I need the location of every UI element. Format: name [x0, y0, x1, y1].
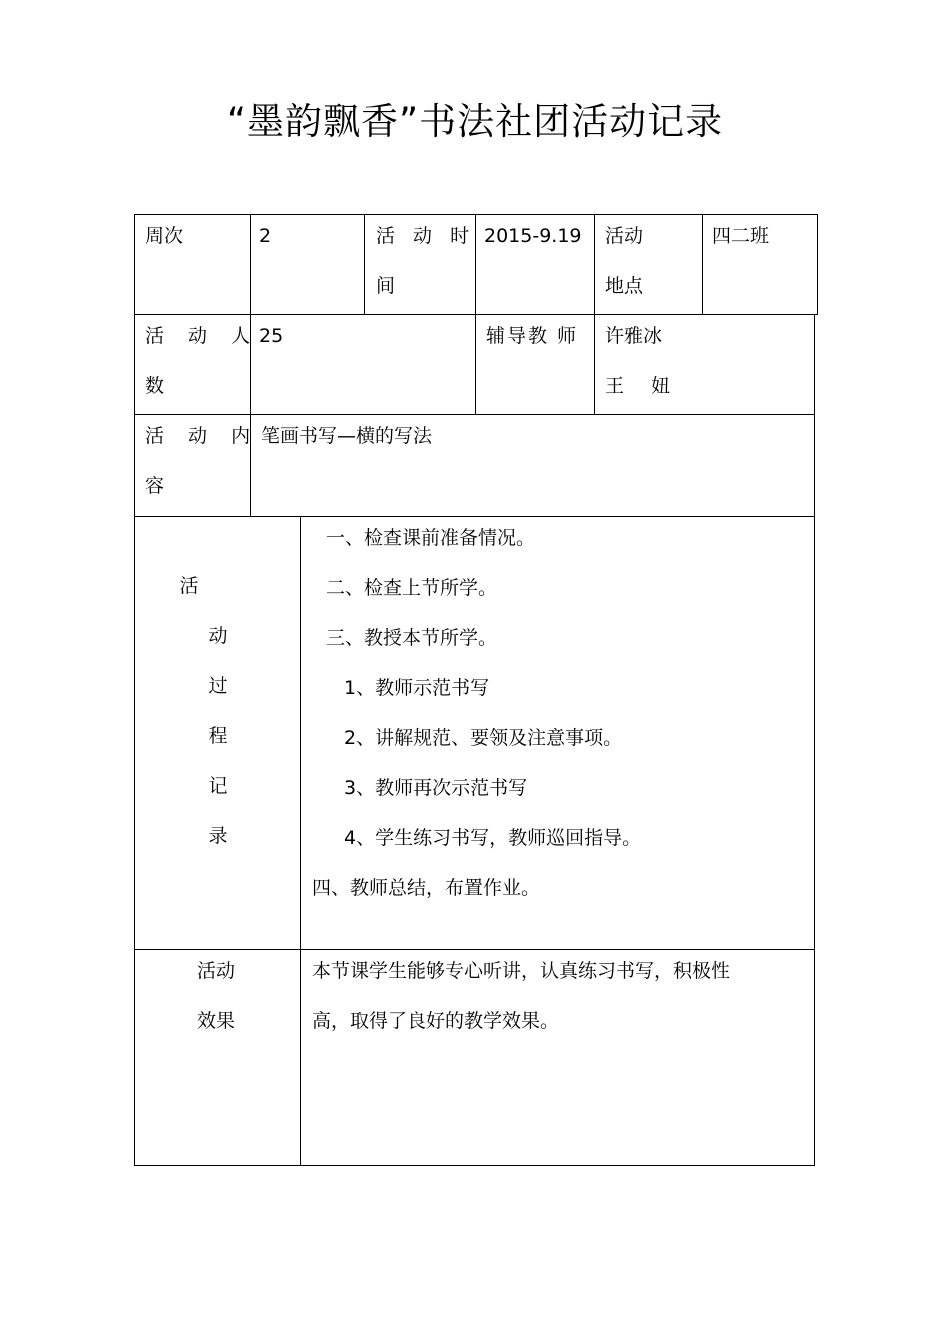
place-label-line2: 地点: [605, 275, 644, 297]
week-value: 2: [259, 225, 272, 247]
count-label-line2: 数: [145, 375, 165, 397]
content-value: 笔画书写—横的写法: [261, 425, 433, 447]
table-border-right: [817, 214, 818, 314]
process-line: 四、教师总结，布置作业。: [312, 877, 541, 899]
teacher-name: 王 妞: [605, 375, 676, 397]
table-border-right: [814, 314, 815, 1166]
table-col-rule: [300, 516, 301, 1166]
page-title: “墨韵飘香”书法社团活动记录: [226, 100, 724, 143]
effect-text: 高，取得了良好的教学效果。: [312, 1010, 560, 1032]
process-line: 1、教师示范书写: [344, 677, 490, 699]
week-label: 周次: [145, 225, 184, 247]
process-line: 一、检查课前准备情况。: [326, 527, 536, 549]
process-label-char: 录: [208, 825, 228, 847]
time-label-line1: 活 动 时: [376, 225, 476, 247]
process-label-char: 过: [208, 675, 228, 697]
process-line: 3、教师再次示范书写: [344, 777, 528, 799]
table-border-left: [134, 214, 135, 1166]
process-label-char: 程: [208, 725, 228, 747]
effect-label-line2: 效果: [197, 1010, 236, 1032]
table-col-rule: [364, 214, 365, 314]
count-value: 25: [259, 325, 284, 347]
process-line: 4、学生练习书写，教师巡回指导。: [344, 827, 642, 849]
place-value: 四二班: [712, 225, 770, 247]
time-value: 2015-9.19: [484, 225, 582, 247]
table-col-rule: [594, 214, 595, 414]
count-label-line1: 活 动 人: [145, 325, 260, 347]
process-line: 2、讲解规范、要领及注意事项。: [344, 727, 623, 749]
content-label-line2: 容: [145, 475, 165, 497]
effect-label-line1: 活动: [197, 960, 236, 982]
process-line: 三、教授本节所学。: [326, 627, 498, 649]
teacher-name: 许雅冰: [605, 325, 663, 347]
table-col-rule: [250, 214, 251, 516]
time-label-line2: 间: [376, 275, 396, 297]
table-border-bottom: [134, 1165, 815, 1166]
teacher-label: 辅导教 师: [486, 325, 579, 347]
content-label-line1: 活 动 内: [145, 425, 260, 447]
place-label-line1: 活动: [605, 225, 644, 247]
table-col-rule: [702, 214, 703, 314]
table-col-rule: [475, 214, 476, 414]
effect-text: 本节课学生能够专心听讲，认真练习书写，积极性: [312, 960, 731, 982]
process-line: 二、检查上节所学。: [326, 577, 498, 599]
process-label-char: 记: [208, 775, 228, 797]
process-label-char: 活: [179, 575, 199, 597]
process-label-char: 动: [208, 625, 228, 647]
